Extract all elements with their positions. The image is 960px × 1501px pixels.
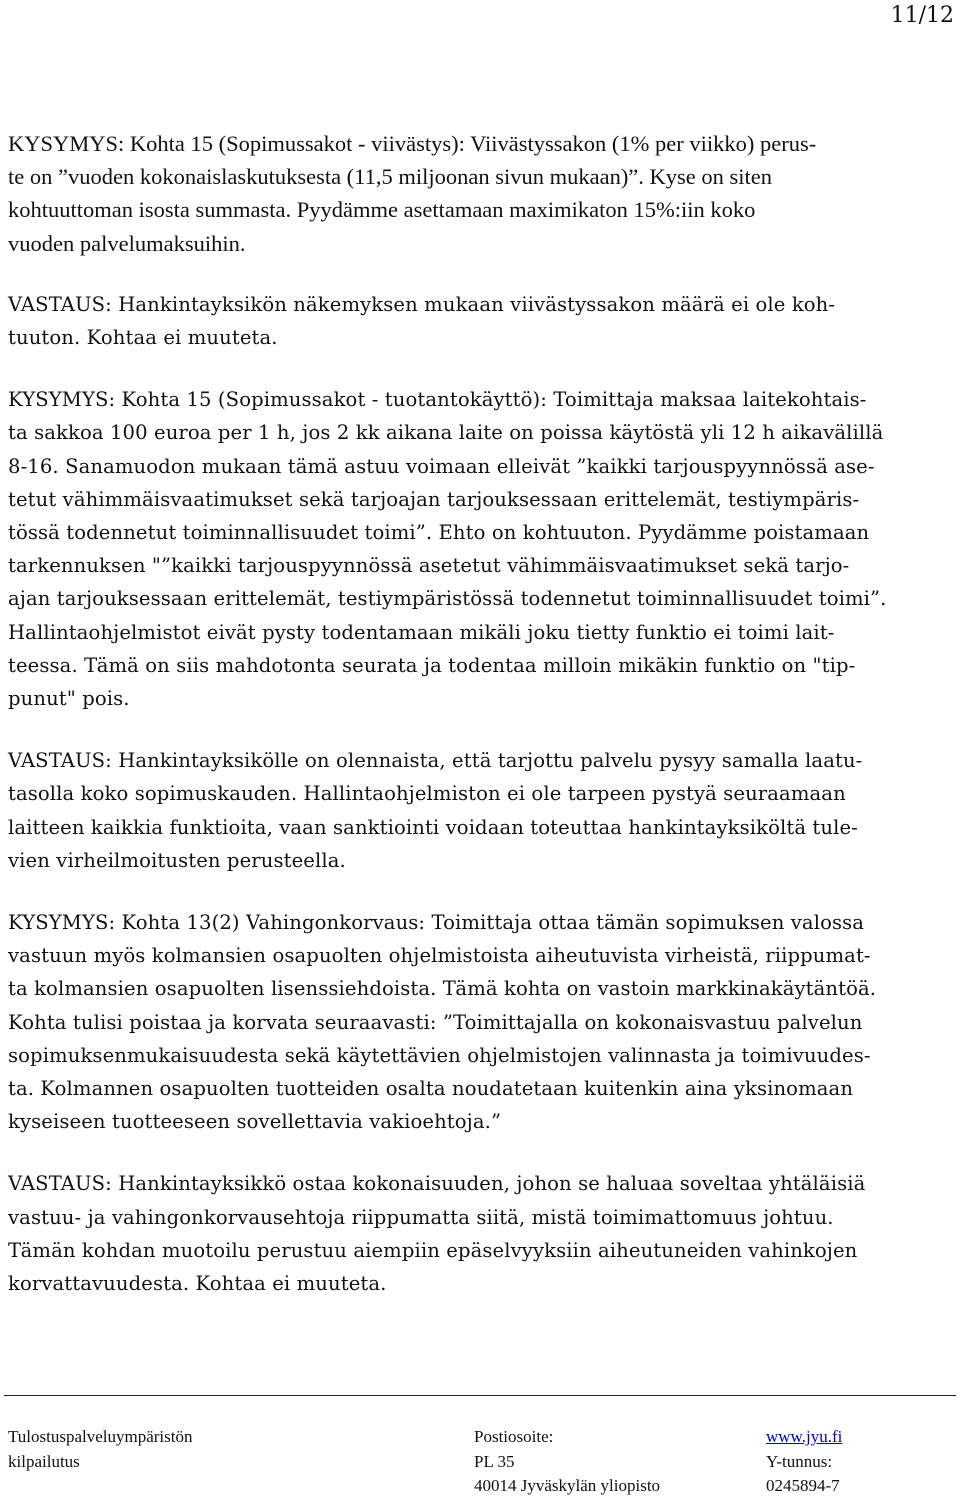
footer-divider xyxy=(4,1395,956,1396)
page-number: 11/12 xyxy=(890,3,954,28)
answer-paragraph-1: VASTAUS: Hankintayksikön näkemyksen mukaan viivästyssakon määrä ei ole koh- tuuton. Kohtaa ei muuteta. xyxy=(8,292,836,350)
footer-po-box: PL 35 xyxy=(474,1451,515,1471)
question-paragraph-3: KYSYMYS: Kohta 13(2) Vahingonkorvaus: Toimittaja ottaa tämän sopimuksen valossa vastuun myös kolmansien osapuolten ohjelmistoista aiheutuvista virheistä, riippumat- ta kolmansien osapuolten lisenssiehdoista. Tämä kohta on vastoin markkinakäytäntöä. Kohta tulisi poistaa ja korvata seuraavasti: ”Toimittajalla on kokonaisvastuu palvelun sopimuksenmukaisuudesta sekä käytettävien ohjelmistojen valinnasta ja toimivuudes- ta. Kolmannen osapuolten tuotteiden osalta noudatetaan kuitenkin aina yksinomaan kyseiseen tuotteeseen sovellettavia vakioehtoja.” xyxy=(8,911,877,1134)
document-body xyxy=(8,127,956,1300)
question-paragraph-1: KYSYMYS: Kohta 15 (Sopimussakot - viivästys): Viivästyssakon (1% per viikko) perus- te on ”vuoden kokonaislaskutuksesta (11,5 miljoonan sivun mukaan)”. Kyse on siten kohtuuttoman isosta summasta. Pyydämme asettamaan maximikaton 15%:iin koko vuoden palvelumaksuihin. xyxy=(8,131,817,256)
page-footer xyxy=(8,1425,956,1501)
footer-postal-city: 40014 Jyväskylän yliopisto xyxy=(474,1476,661,1495)
footer-business-id: 0245894-7 xyxy=(766,1476,840,1495)
footer-org-line-1: Tulostuspalveluympäristön xyxy=(8,1427,193,1446)
footer-organization xyxy=(8,1425,193,1474)
footer-contact xyxy=(766,1425,842,1499)
footer-org-line-2: kilpailutus xyxy=(8,1451,80,1471)
website-link[interactable]: www.jyu.fi xyxy=(766,1427,843,1446)
answer-paragraph-3: VASTAUS: Hankintayksikkö ostaa kokonaisuuden, johon se haluaa soveltaa yhtäläisiä vastuu- ja vahingonkorvausehtoja riippumatta siitä, mistä toimimattomuus johtuu. Tämän kohdan muotoilu perustuu aiempiin epäselvyyksiin aiheutuneiden vahinkojen korvattavuudesta. Kohtaa ei muuteta. xyxy=(8,1172,866,1296)
footer-postal-label: Postiosoite: xyxy=(474,1427,554,1446)
footer-postal-address xyxy=(474,1425,660,1499)
question-paragraph-2: KYSYMYS: Kohta 15 (Sopimussakot - tuotantokäyttö): Toimittaja maksaa laitekohtais- ta sakkoa 100 euroa per 1 h, jos 2 kk aikana laite on poissa käytöstä yli 12 h aikavälillä 8-16. Sanamuodon mukaan tämä astuu voimaan elleivät ”kaikki tarjouspyynnössä ase- tetut vähimmäisvaatimukset sekä tarjoajan tarjouksessaan erittelemät, testiympäris- tössä todennetut toiminnallisuudet toimi”. Ehto on kohtuuton. Pyydämme poistamaan tarkennuksen "”kaikki tarjouspyynnössä asetetut vähimmäisvaatimukset sekä tarjo- ajan tarjouksessaan erittelemät, testiympäristössä todennetut toiminnallisuudet toimi”. Hallintaohjelmistot eivät pysty todentamaan mikäli joku tietty funktio ei toimi lait- teessa. Tämä on siis mahdotonta seurata ja todentaa milloin mikäkin funktio on "tip- punut" pois. xyxy=(8,388,887,711)
footer-business-id-label: Y-tunnus: xyxy=(766,1451,833,1471)
answer-paragraph-2: VASTAUS: Hankintayksikölle on olennaista, että tarjottu palvelu pysyy samalla laatu- tasolla koko sopimuskauden. Hallintaohjelmiston ei ole tarpeen pystyä seuraamaan laitteen kaikkia funktioita, vaan sanktiointi voidaan toteuttaa hankintayksiköltä tule- vien virheilmoitusten perusteella. xyxy=(8,749,863,872)
